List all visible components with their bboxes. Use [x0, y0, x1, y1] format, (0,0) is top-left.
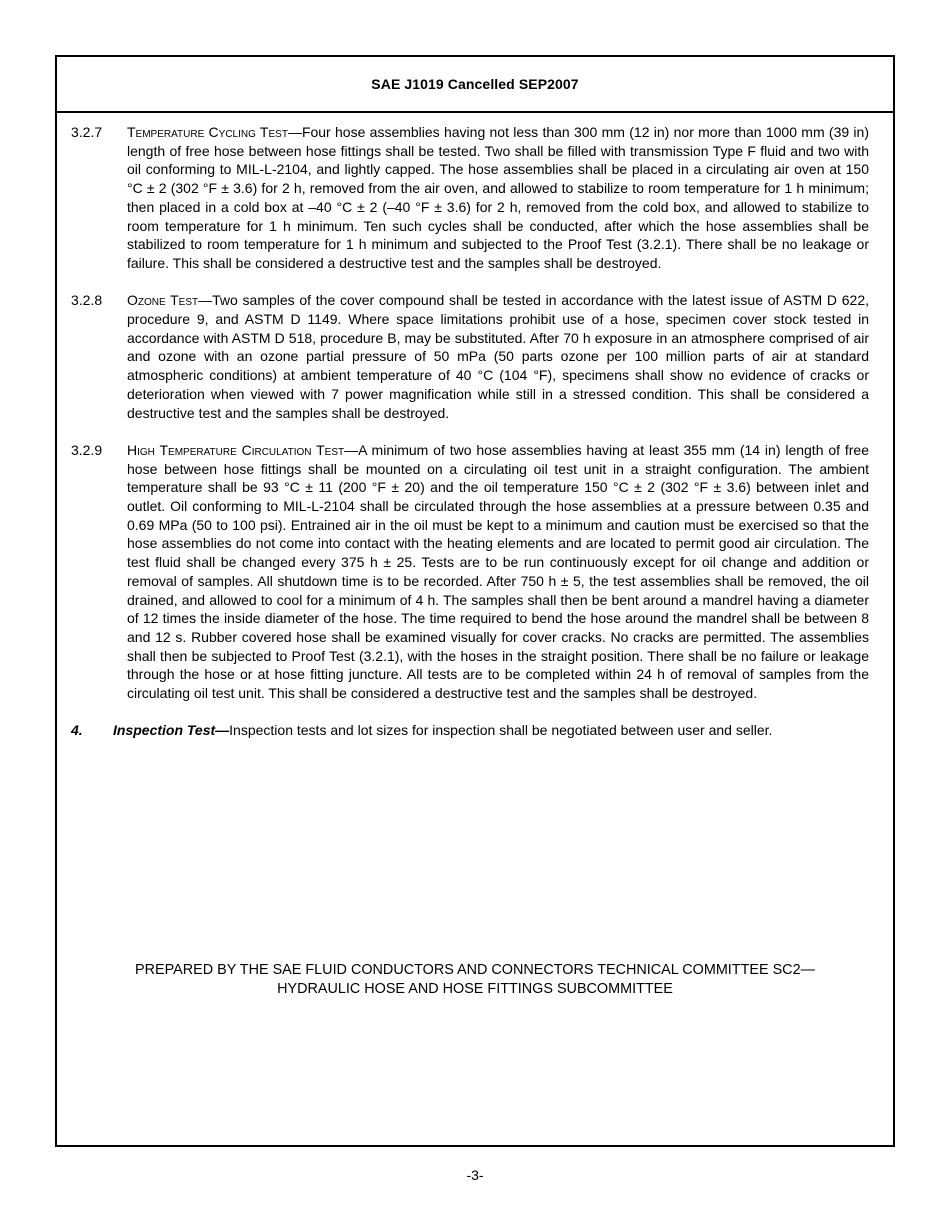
section-paragraph: —A minimum of two hose assemblies having at least 355 mm (14 in) length of free hose between hose fittings shall be mounted on a circulating oil test unit in a straight configuration. The ambient temperature shall be 93 °C ± 11 (200 °F ± 20) and the oil temperature 150 °C ± 2 (302 °F ± 3.6) between inlet and outlet. Oil conforming to MIL-L-2104 shall be circulated through the hose assemblies at a pressure between 0.35 and 0.69 MPa (50 to 100 psi). Entrained air in the oil must be kept to a minimum and caution must be exercised so that the hose assemblies do not come into contact with the heating elements and are located to permit good air circulation. The test fluid shall be changed every 375 h ± 25. Tests are to be run continuously except for oil change and addition or removal of samples. All shutdown time is to be recorded. After 750 h ± 5, the test assemblies shall be removed, the oil drained, and allowed to cool for a minimum of 4 h. The samples shall then be bent around a mandrel having a diameter of 12 times the inside diameter of the hose. The time required to bend the hose around the mandrel shall be between 8 and 12 s. Rubber covered hose shall be examined visually for cover cracks. No cracks are permitted. The assemblies shall then be subjected to Proof Test (3.2.1), with the hoses in the straight position. There shall be no failure or leakage through the hose or at hose fitting juncture. All tests are to be completed within 24 h of removal of samples from the circulating oil test unit. This shall be considered a destructive test and the samples shall be destroyed.	[127, 441, 869, 702]
document-title: SAE J1019 Cancelled SEP2007	[371, 76, 579, 92]
section-paragraph: —Four hose assemblies having not less than 300 mm (12 in) nor more than 1000 mm (39 in) length of free hose between hose fittings shall be tested. Two shall be filled with transmission Type F fluid and two with oil conforming to MIL-L-2104, and lightly capped. The hose assemblies shall be placed in a circulating air oven at 150 °C ± 2 (302 °F ± 3.6) for 2 h, removed from the air oven, and allowed to stabilize to room temperature for 1 h minimum; then placed in a cold box at –40 °C ± 2 (–40 °F ± 3.6) for 2 h, removed from the cold box, and allowed to stabilize to room temperature for 1 h minimum. Ten such cycles shall be conducted, after which the hose assemblies shall be stabilized to room temperature for 1 h minimum and subjected to the Proof Test (3.2.1). There shall be no leakage or failure. This shall be considered a destructive test and the samples shall be destroyed.	[127, 124, 869, 271]
section-4	[71, 721, 869, 740]
section-paragraph: —Two samples of the cover compound shall be tested in accordance with the latest issue of ASTM D 622, procedure 9, and ASTM D 1149. Where space limitations prohibit use of a hose, specimen cover stock tested in accordance with ASTM D 518, procedure B, may be substituted. After 70 h exposure in an atmosphere comprised of air and ozone with an ozone partial pressure of 50 mPa (50 parts ozone per 100 million parts of air at standard atmospheric conditions) at ambient temperature of 40 °C (104 °F), specimens shall show no evidence of cracks or deterioration when viewed with 7 power magnification while still in a stressed condition. This shall be considered a destructive test and the samples shall be destroyed.	[127, 292, 869, 421]
section-text	[127, 291, 869, 422]
section-number: 3.2.8	[71, 292, 103, 309]
section-heading: Ozone Test	[127, 292, 199, 309]
section-text	[127, 441, 869, 703]
section-heading: Inspection Test—	[113, 722, 230, 739]
page-number: -3-	[466, 1167, 484, 1183]
document-body	[71, 123, 869, 740]
section-3-2-7	[71, 123, 869, 273]
section-number: 4.	[71, 722, 83, 739]
page-frame	[55, 55, 895, 1147]
prepared-by-statement	[57, 961, 893, 999]
section-text	[113, 721, 772, 740]
prepared-line-2: HYDRAULIC HOSE AND HOSE FITTINGS SUBCOMMITTEE	[277, 981, 673, 997]
prepared-line-1: PREPARED BY THE SAE FLUID CONDUCTORS AND CONNECTORS TECHNICAL COMMITTEE SC2—	[135, 962, 815, 978]
section-text	[127, 123, 869, 273]
section-number: 3.2.9	[71, 441, 103, 458]
section-number: 3.2.7	[71, 124, 103, 140]
section-paragraph: Inspection tests and lot sizes for inspection shall be negotiated between user and seller.	[229, 722, 773, 739]
document-header	[57, 57, 893, 113]
section-3-2-9	[71, 441, 869, 703]
section-3-2-8	[71, 291, 869, 422]
section-heading: High Temperature Circulation Test	[127, 441, 345, 458]
section-heading: Temperature Cycling Test	[127, 124, 288, 140]
